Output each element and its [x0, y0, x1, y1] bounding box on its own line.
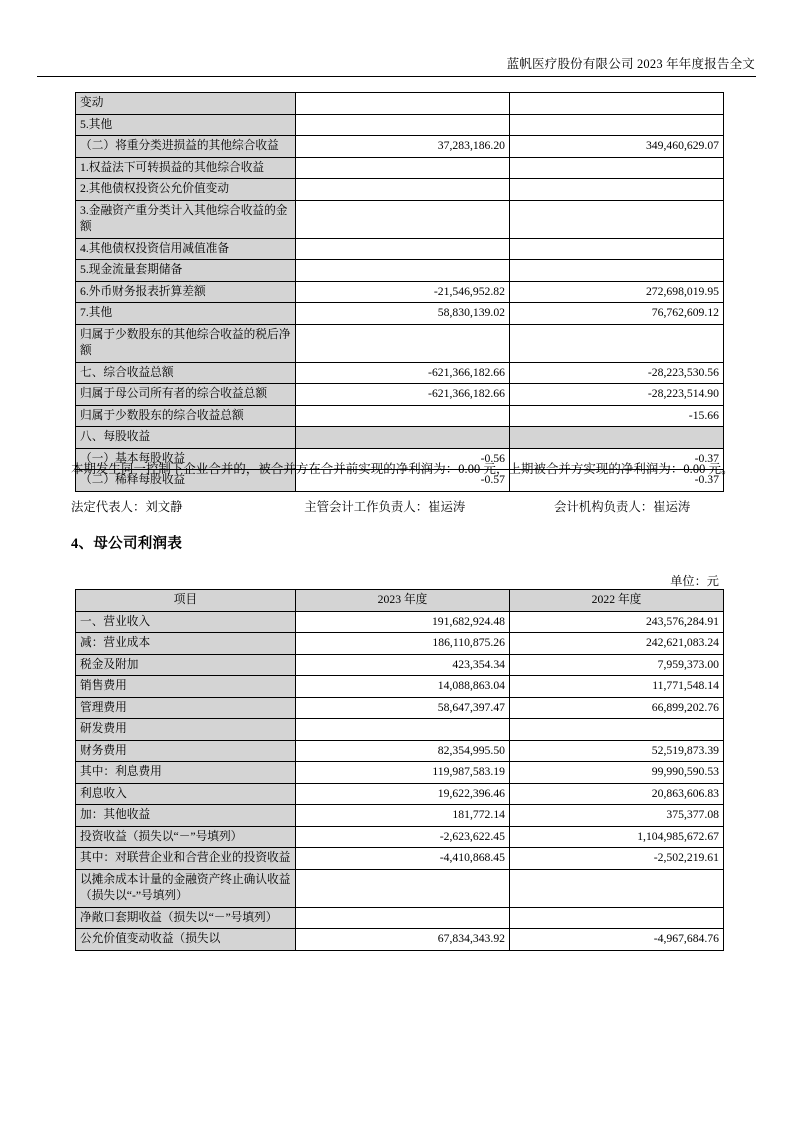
- row-value-previous: 243,576,284.91: [510, 611, 724, 633]
- row-label: 净敞口套期收益（损失以“－”号填列）: [76, 907, 296, 929]
- row-label: 5.其他: [76, 114, 296, 136]
- row-value-previous: 52,519,873.39: [510, 740, 724, 762]
- table-row: [76, 719, 724, 741]
- table-row: [76, 633, 724, 655]
- row-value-previous: 1,104,985,672.67: [510, 826, 724, 848]
- row-value-previous: -0.37: [510, 448, 724, 470]
- row-label: 研发费用: [76, 719, 296, 741]
- row-label: 税金及附加: [76, 654, 296, 676]
- row-value-current: 58,830,139.02: [296, 303, 510, 325]
- row-value-current: 191,682,924.48: [296, 611, 510, 633]
- row-value-current: [296, 260, 510, 282]
- row-label: 其中：对联营企业和合营企业的投资收益: [76, 848, 296, 870]
- table-row: [76, 136, 724, 158]
- row-label: 公允价值变动收益（损失以: [76, 929, 296, 951]
- row-value-previous: [510, 238, 724, 260]
- table-row: [76, 676, 724, 698]
- row-label: 七、综合收益总额: [76, 362, 296, 384]
- row-value-previous: [510, 260, 724, 282]
- row-value-previous: 11,771,548.14: [510, 676, 724, 698]
- row-value-previous: 66,899,202.76: [510, 697, 724, 719]
- row-label: 归属于母公司所有者的综合收益总额: [76, 384, 296, 406]
- row-label: （二）将重分类进损益的其他综合收益: [76, 136, 296, 158]
- row-label: （一）基本每股收益: [76, 448, 296, 470]
- row-label: 归属于少数股东的综合收益总额: [76, 405, 296, 427]
- table-row: [76, 740, 724, 762]
- table-row: [76, 200, 724, 238]
- row-value-current: 14,088,863.04: [296, 676, 510, 698]
- row-label: 3.金融资产重分类计入其他综合收益的金额: [76, 200, 296, 238]
- row-value-current: -0.57: [296, 470, 510, 492]
- row-value-previous: [510, 719, 724, 741]
- row-label: 减：营业成本: [76, 633, 296, 655]
- row-value-current: [296, 907, 510, 929]
- row-value-previous: 20,863,606.83: [510, 783, 724, 805]
- table-row: [76, 324, 724, 362]
- row-label: 利息收入: [76, 783, 296, 805]
- comprehensive-income-table: [75, 92, 724, 492]
- column-header-1: 2023 年度: [296, 590, 510, 612]
- table-row: [76, 611, 724, 633]
- row-value-current: [296, 869, 510, 907]
- column-header-2: 2022 年度: [510, 590, 724, 612]
- parent-income-table-wrapper: [75, 589, 724, 951]
- row-value-previous: [510, 157, 724, 179]
- row-value-current: -4,410,868.45: [296, 848, 510, 870]
- legal-representative: 法定代表人：刘文静: [71, 500, 183, 514]
- row-value-previous: -28,223,530.56: [510, 362, 724, 384]
- row-value-current: [296, 179, 510, 201]
- table-row: [76, 762, 724, 784]
- table-row: [76, 384, 724, 406]
- row-value-previous: [510, 869, 724, 907]
- row-value-current: 67,834,343.92: [296, 929, 510, 951]
- business-combination-note: 本期发生同一控制下企业合并的，被合并方在合并前实现的净利润为：0.00 元，上期被合并方实现的净利润为：0.00 元。: [71, 462, 734, 476]
- section-heading-parent-income-statement: 4、母公司利润表: [71, 536, 183, 552]
- table-row: [76, 362, 724, 384]
- row-label: 以摊余成本计量的金融资产终止确认收益（损失以“-”号填列）: [76, 869, 296, 907]
- row-value-current: 58,647,397.47: [296, 697, 510, 719]
- row-value-previous: 76,762,609.12: [510, 303, 724, 325]
- page-running-header: [37, 55, 756, 85]
- row-value-current: 423,354.34: [296, 654, 510, 676]
- row-value-current: -2,623,622.45: [296, 826, 510, 848]
- row-label: 6.外币财务报表折算差额: [76, 281, 296, 303]
- row-value-current: -621,366,182.66: [296, 362, 510, 384]
- row-value-current: [296, 93, 510, 115]
- unit-label: 单位：元: [670, 574, 719, 588]
- row-value-previous: 7,959,373.00: [510, 654, 724, 676]
- row-value-previous: [510, 200, 724, 238]
- row-label: 其中：利息费用: [76, 762, 296, 784]
- table-row: [76, 114, 724, 136]
- row-value-previous: [510, 93, 724, 115]
- row-value-current: [296, 157, 510, 179]
- table-row: [76, 805, 724, 827]
- row-label: 2.其他债权投资公允价值变动: [76, 179, 296, 201]
- row-label: 一、营业收入: [76, 611, 296, 633]
- row-value-current: 37,283,186.20: [296, 136, 510, 158]
- row-value-previous: -4,967,684.76: [510, 929, 724, 951]
- row-value-current: [296, 405, 510, 427]
- table-row: [76, 907, 724, 929]
- row-label: 4.其他债权投资信用减值准备: [76, 238, 296, 260]
- row-value-previous: 349,460,629.07: [510, 136, 724, 158]
- table-row: [76, 929, 724, 951]
- row-label: 7.其他: [76, 303, 296, 325]
- row-value-current: -0.56: [296, 448, 510, 470]
- row-value-current: [296, 114, 510, 136]
- row-value-current: 19,622,396.46: [296, 783, 510, 805]
- row-value-current: 186,110,875.26: [296, 633, 510, 655]
- row-label: 财务费用: [76, 740, 296, 762]
- row-value-current: -621,366,182.66: [296, 384, 510, 406]
- table-row: [76, 869, 724, 907]
- column-header-0: 项目: [76, 590, 296, 612]
- row-value-current: [296, 238, 510, 260]
- row-value-previous: -15.66: [510, 405, 724, 427]
- header-divider: [37, 76, 756, 77]
- comprehensive-income-table-wrapper: [75, 92, 724, 492]
- parent-income-table: [75, 589, 724, 951]
- row-value-current: [296, 324, 510, 362]
- row-value-previous: -0.37: [510, 470, 724, 492]
- table-row: [76, 93, 724, 115]
- table-row: [76, 848, 724, 870]
- table-row: [76, 826, 724, 848]
- running-header-title: 蓝帆医疗股份有限公司 2023 年年度报告全文: [506, 57, 755, 71]
- row-value-previous: [510, 324, 724, 362]
- row-value-current: [296, 200, 510, 238]
- accounting-institution-head: 会计机构负责人：崔运涛: [554, 500, 691, 514]
- row-label: 投资收益（损失以“－”号填列）: [76, 826, 296, 848]
- row-value-current: [296, 719, 510, 741]
- row-label: 加：其他收益: [76, 805, 296, 827]
- table-row: [76, 157, 724, 179]
- row-value-previous: 272,698,019.95: [510, 281, 724, 303]
- row-value-current: 119,987,583.19: [296, 762, 510, 784]
- row-value-current: [296, 427, 510, 449]
- row-value-current: -21,546,952.82: [296, 281, 510, 303]
- row-value-previous: 242,621,083.24: [510, 633, 724, 655]
- table-row: [76, 303, 724, 325]
- row-label: 管理费用: [76, 697, 296, 719]
- table-row: [76, 697, 724, 719]
- row-value-current: 82,354,995.50: [296, 740, 510, 762]
- accounting-supervisor: 主管会计工作负责人：崔运涛: [304, 500, 466, 514]
- row-value-previous: [510, 907, 724, 929]
- row-label: （二）稀释每股收益: [76, 470, 296, 492]
- row-value-previous: -28,223,514.90: [510, 384, 724, 406]
- row-value-previous: 99,990,590.53: [510, 762, 724, 784]
- table-row: [76, 179, 724, 201]
- table-row: [76, 281, 724, 303]
- row-label: 5.现金流量套期储备: [76, 260, 296, 282]
- row-label: 1.权益法下可转损益的其他综合收益: [76, 157, 296, 179]
- table-row: [76, 783, 724, 805]
- table-header-row: [76, 590, 724, 612]
- row-label: 归属于少数股东的其他综合收益的税后净额: [76, 324, 296, 362]
- row-value-previous: [510, 427, 724, 449]
- row-label: 销售费用: [76, 676, 296, 698]
- row-value-previous: -2,502,219.61: [510, 848, 724, 870]
- table-row: [76, 654, 724, 676]
- row-value-previous: 375,377.08: [510, 805, 724, 827]
- row-label: 八、每股收益: [76, 427, 296, 449]
- table-row: [76, 405, 724, 427]
- signatory-line: [71, 498, 750, 517]
- table-row: [76, 260, 724, 282]
- table-row: [76, 427, 724, 449]
- row-value-previous: [510, 179, 724, 201]
- row-value-current: 181,772.14: [296, 805, 510, 827]
- row-value-previous: [510, 114, 724, 136]
- table-row: [76, 238, 724, 260]
- row-label: 变动: [76, 93, 296, 115]
